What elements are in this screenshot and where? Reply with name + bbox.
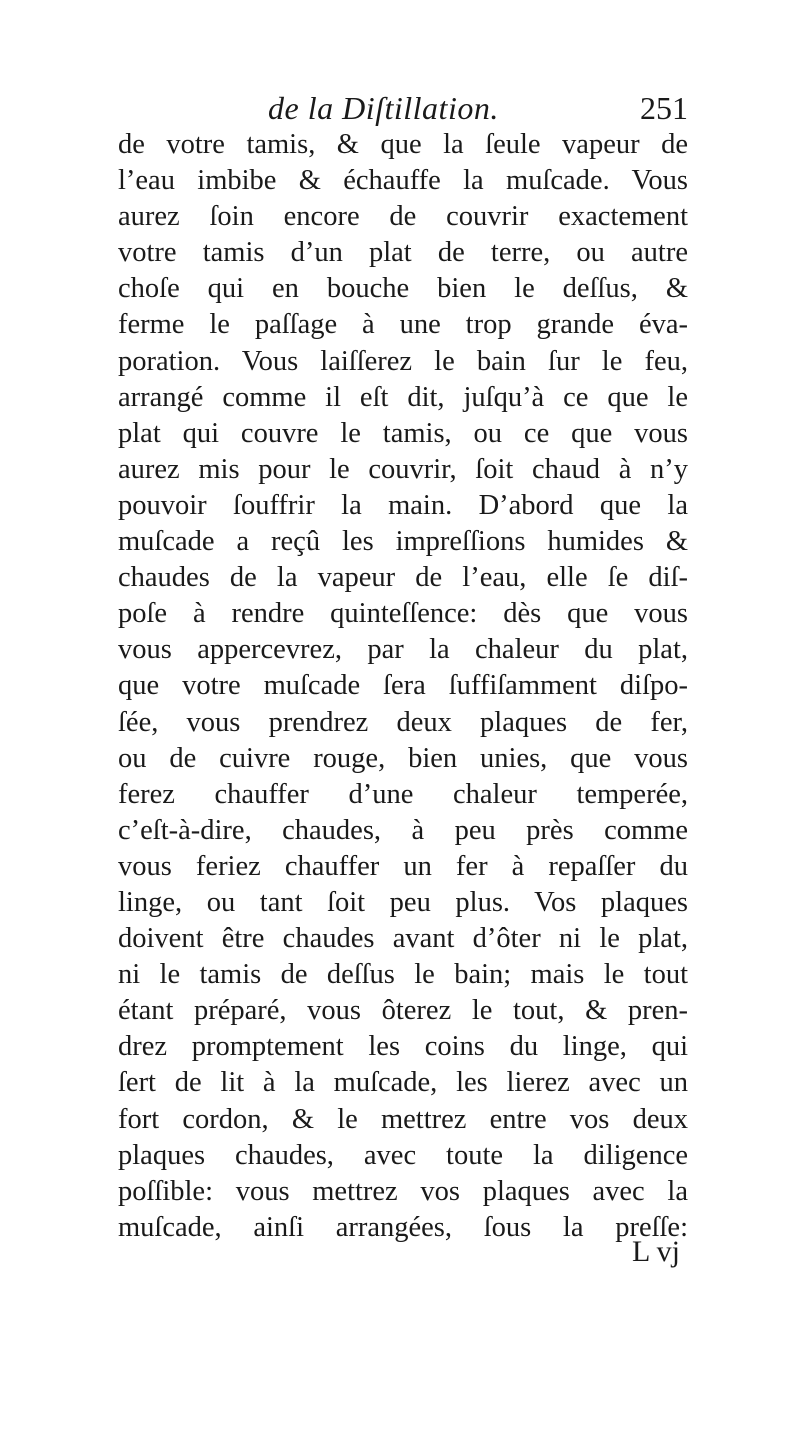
text-line: chaudes de la vapeur de l’eau, elle ſe diſ- bbox=[118, 562, 688, 594]
text-line: doivent être chaudes avant d’ôter ni le plat, bbox=[118, 923, 688, 955]
page-number: 251 bbox=[640, 90, 688, 126]
text-line: étant préparé, vous ôterez le tout, & pren- bbox=[118, 995, 688, 1027]
text-line: l’eau imbibe & échauffe la muſcade. Vous bbox=[118, 165, 688, 197]
text-line: drez promptement les coins du linge, qui bbox=[118, 1031, 688, 1063]
text-line: fort cordon, & le mettrez entre vos deux bbox=[118, 1103, 688, 1135]
text-line: ſée, vous prendrez deux plaques de fer, bbox=[118, 706, 688, 738]
text-line: vous feriez chauffer un fer à repaſſer du bbox=[118, 850, 688, 882]
text-line: vous appercevrez, par la chaleur du plat, bbox=[118, 634, 688, 666]
text-line: que votre muſcade ſera ſuffiſamment diſpo- bbox=[118, 670, 688, 702]
text-line: muſcade a reçû les impreſſions humides & bbox=[118, 526, 688, 558]
text-line: muſcade, ainſi arrangées, ſous la preſſe: bbox=[118, 1211, 688, 1243]
body-text bbox=[118, 127, 688, 1246]
text-line: de votre tamis, & que la ſeule vapeur de bbox=[118, 129, 688, 160]
text-line: poſe à rendre quinteſſence: dès que vous bbox=[118, 598, 688, 630]
text-line: ni le tamis de deſſus le bain; mais le tout bbox=[118, 959, 688, 991]
text-line: c’eſt-à-dire, chaudes, à peu près comme bbox=[118, 814, 688, 846]
text-line: ſert de lit à la muſcade, les lierez avec un bbox=[118, 1067, 688, 1099]
running-head: de la Diſtillation. bbox=[268, 90, 499, 126]
text-line: pouvoir ſouffrir la main. D’abord que la bbox=[118, 489, 688, 521]
page-header bbox=[118, 88, 688, 128]
text-line: poſſible: vous mettrez vos plaques avec la bbox=[118, 1175, 688, 1207]
text-line: arrangé comme il eſt dit, juſqu’à ce que le bbox=[118, 381, 688, 413]
text-line: plat qui couvre le tamis, ou ce que vous bbox=[118, 417, 688, 449]
text-line: aurez ſoin encore de couvrir exactement bbox=[118, 201, 688, 233]
text-line: plaques chaudes, avec toute la diligence bbox=[118, 1139, 688, 1171]
text-line: ferme le paſſage à une trop grande éva- bbox=[118, 309, 688, 341]
text-line: choſe qui en bouche bien le deſſus, & bbox=[118, 273, 688, 305]
text-line: aurez mis pour le couvrir, ſoit chaud à n’y bbox=[118, 453, 688, 485]
text-line: ou de cuivre rouge, bien unies, que vous bbox=[118, 742, 688, 774]
text-line: ferez chauffer d’une chaleur temperée, bbox=[118, 778, 688, 810]
text-line: votre tamis d’un plat de terre, ou autre bbox=[118, 237, 688, 269]
text-line: linge, ou tant ſoit peu plus. Vos plaques bbox=[118, 886, 688, 918]
text-line: poration. Vous laiſſerez le bain ſur le feu, bbox=[118, 345, 688, 377]
page-footer bbox=[118, 1232, 688, 1272]
signature-mark: L vj bbox=[631, 1235, 680, 1268]
